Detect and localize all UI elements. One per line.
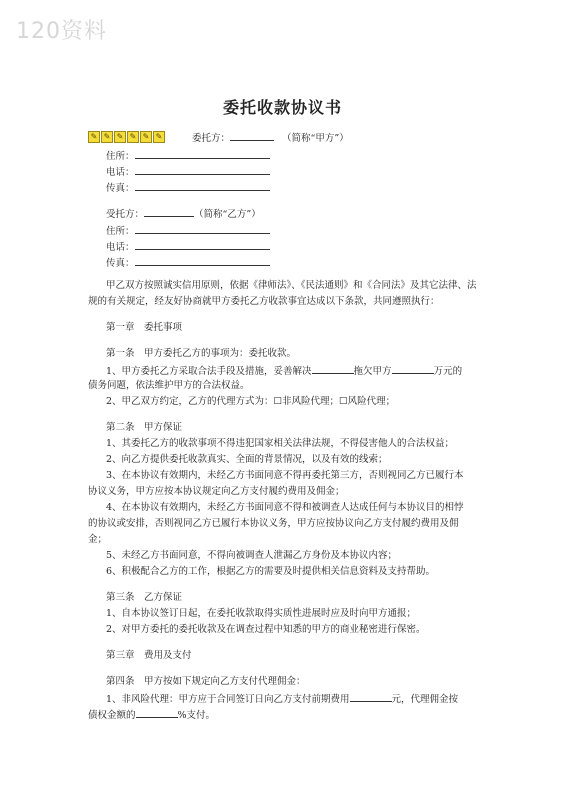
client-line <box>192 131 349 145</box>
client-fax-label: 传真： <box>106 183 135 194</box>
agent-address-line <box>106 224 270 238</box>
article-2-item-4-cont: 的协议或安排，否则视同乙方已履行本协议义务，甲方应按协议向乙方支付履约费用及佣 <box>88 518 459 529</box>
client-short: （简称“甲方”） <box>282 133 349 144</box>
article-4: 第四条 甲方按如下规定向乙方支付代理佣金： <box>106 676 306 687</box>
article-2: 第二条 甲方保证 <box>106 422 183 433</box>
article-2-item-2: 2、向乙方提供委托收款真实、全面的背景情况，以及有效的线索； <box>106 454 388 465</box>
article-4-item-1-text-c: 债权金额的 <box>88 710 136 721</box>
pen-icon[interactable]: ✎ <box>140 131 152 143</box>
debtor-blank[interactable] <box>312 364 354 374</box>
article-1-item-1-text-a: 1、甲方委托乙方采取合法手段及措施，妥善解决 <box>106 366 312 377</box>
chapter-1-heading: 第一章 委托事项 <box>106 322 183 333</box>
article-3-item-1: 1、自本协议签订日起，在委托收款取得实质性进展时应及时向甲方通报； <box>106 608 417 619</box>
article-2-item-4: 4、在本协议有效期内，未经乙方书面同意不得和被调查人达成任何与本协议目的相悖 <box>106 502 464 513</box>
pen-icon[interactable]: ✎ <box>101 131 113 143</box>
client-address-line <box>106 149 270 163</box>
article-4-item-1-cont <box>88 708 215 722</box>
intro-line-1: 甲乙双方按照诚实信用原则，依据《律师法》、《民法通则》和《合同法》及其它法律、法 <box>106 280 477 291</box>
article-4-item-1 <box>106 692 458 706</box>
article-2-item-5: 5、未经乙方书面同意，不得向被调查人泄漏乙方身份及本协议内容； <box>106 550 398 561</box>
client-fax-blank[interactable] <box>135 181 270 191</box>
agent-fax-blank[interactable] <box>135 256 270 266</box>
article-2-item-4-cont-2: 金； <box>88 534 108 545</box>
article-1-item-1 <box>106 364 462 378</box>
agent-phone-blank[interactable] <box>135 240 270 250</box>
article-2-item-1: 1、其委托乙方的收款事项不得违犯国家相关法律法规，不得侵害他人的合法权益； <box>106 438 455 449</box>
article-1-item-1-text-c: 万元的 <box>433 366 463 377</box>
intro-line-2: 规的有关规定，经友好协商就甲方委托乙方收款事宜达成以下条款，共同遵照执行： <box>88 296 440 307</box>
article-1: 第一条 甲方委托乙方的事项为：委托收款。 <box>106 348 297 359</box>
pen-icon[interactable]: ✎ <box>88 131 100 143</box>
client-phone-label: 电话： <box>106 167 135 178</box>
article-2-item-3-cont: 协议义务，甲方应按本协议规定向乙方支付履约费用及佣金； <box>88 486 345 497</box>
article-4-item-1-text-b: 元，代理佣金按 <box>391 694 459 705</box>
agent-address-blank[interactable] <box>135 224 270 234</box>
article-3: 第三条 乙方保证 <box>106 592 183 603</box>
agent-label: 受托方： <box>106 209 145 220</box>
chapter-3-heading: 第三章 费用及支付 <box>106 650 192 661</box>
client-fax-line <box>106 181 270 195</box>
agent-phone-label: 电话： <box>106 242 135 253</box>
upfront-fee-blank[interactable] <box>350 692 392 702</box>
pen-icon[interactable]: ✎ <box>114 131 126 143</box>
mini-toolbar <box>88 131 165 143</box>
article-1-item-1-cont: 债务问题，依法维护甲方的合法权益。 <box>88 380 250 391</box>
agent-fax-label: 传真： <box>106 258 135 269</box>
article-4-item-1-text-a: 1、非风险代理：甲方应于合同签订日向乙方支付前期费用 <box>106 694 350 705</box>
article-2-item-6: 6、积极配合乙方的工作，根据乙方的需要及时提供相关信息资料及支持帮助。 <box>106 566 436 577</box>
pen-icon[interactable]: ✎ <box>127 131 139 143</box>
client-name-blank[interactable] <box>230 131 274 141</box>
pen-icon[interactable]: ✎ <box>153 131 165 143</box>
article-2-item-3: 3、在本协议有效期内，未经乙方书面同意不得再委托第三方，否则视同乙方已履行本 <box>106 470 464 481</box>
page-title: 委托收款协议书 <box>222 98 342 117</box>
article-3-item-2: 2、对甲方委托的委托收款及在调查过程中知悉的甲方的商业秘密进行保密。 <box>106 624 426 635</box>
article-4-item-1-text-d: %支付。 <box>177 710 216 721</box>
client-phone-blank[interactable] <box>135 165 270 175</box>
agent-address-label: 住所： <box>106 226 135 237</box>
agent-short: （简称“乙方”） <box>194 209 261 220</box>
watermark: 120资料 <box>16 19 107 44</box>
article-1-item-1-text-b: 拖欠甲方 <box>353 366 392 377</box>
client-address-blank[interactable] <box>135 149 270 159</box>
client-label: 委托方： <box>192 133 231 144</box>
agent-line <box>106 207 261 221</box>
amount-blank[interactable] <box>392 364 434 374</box>
agent-phone-line <box>106 240 270 254</box>
client-address-label: 住所： <box>106 151 135 162</box>
agent-fax-line <box>106 256 270 270</box>
agent-name-blank[interactable] <box>144 207 194 217</box>
article-1-item-2: 2、甲乙双方约定，乙方的代理方式为：☐非风险代理；☐风险代理； <box>106 396 396 407</box>
client-phone-line <box>106 165 270 179</box>
commission-rate-blank[interactable] <box>136 708 178 718</box>
